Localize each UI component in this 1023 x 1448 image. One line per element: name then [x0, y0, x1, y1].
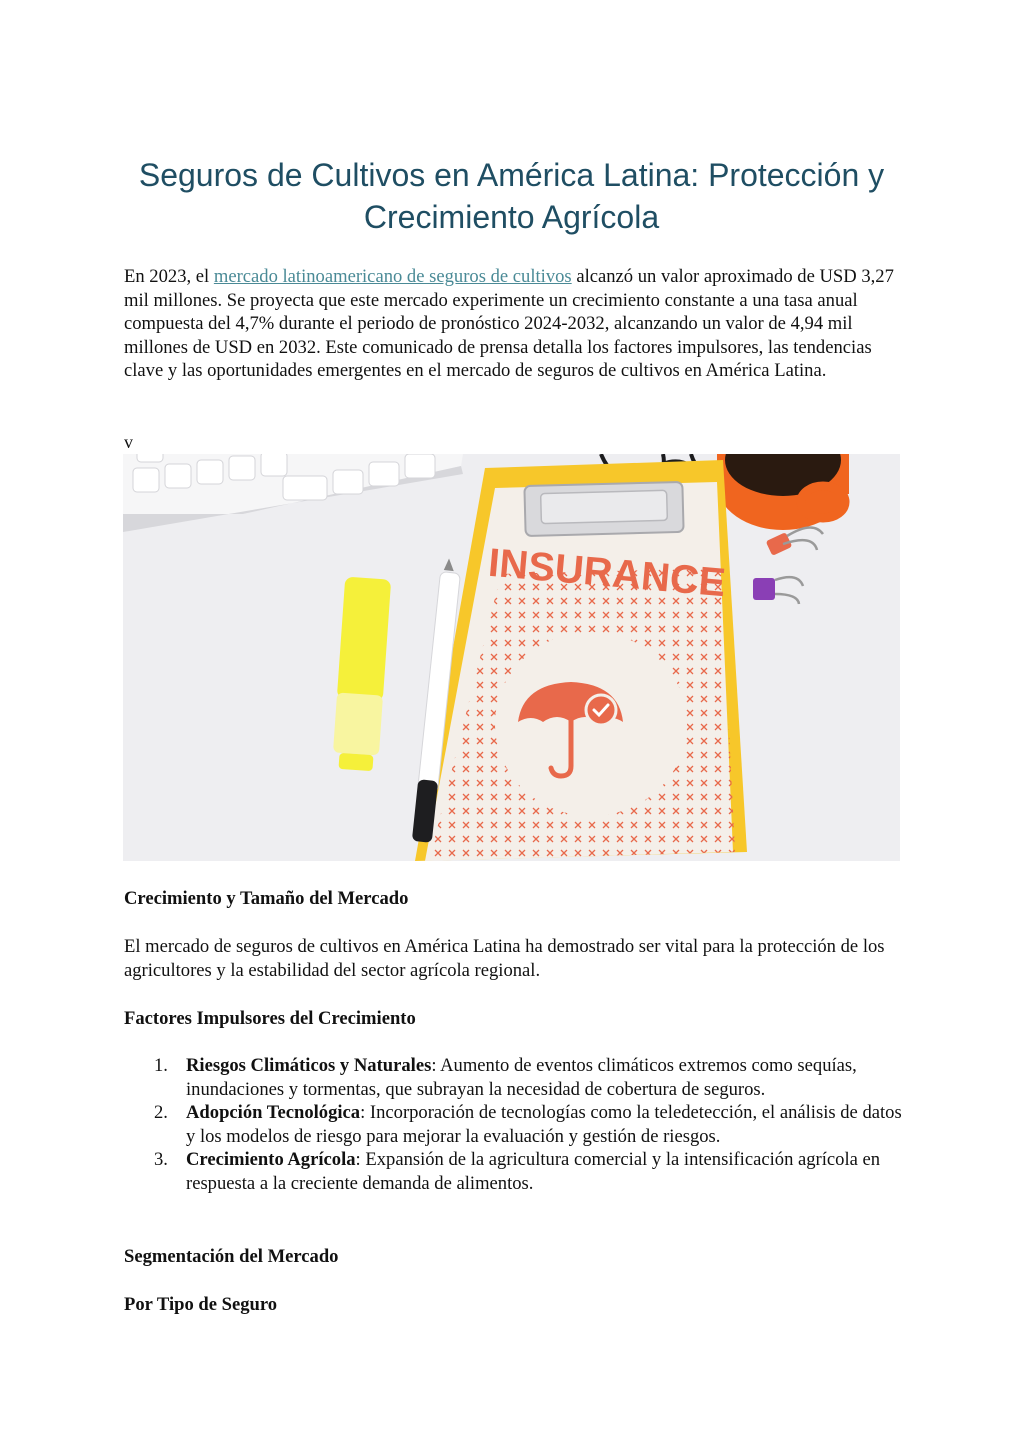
- list-term: Adopción Tecnológica: [186, 1102, 361, 1123]
- insurance-photo: [123, 454, 900, 861]
- drivers-list: [124, 1054, 914, 1195]
- list-item: [124, 1148, 914, 1195]
- list-term: Riesgos Climáticos y Naturales: [186, 1055, 432, 1076]
- drivers-heading: Factores Impulsores del Crecimiento: [124, 1008, 416, 1029]
- list-item: [124, 1101, 914, 1148]
- market-growth-heading: Crecimiento y Tamaño del Mercado: [124, 888, 409, 909]
- segmentation-heading: Segmentación del Mercado: [124, 1246, 339, 1267]
- clipboard-text: INSURANCE: [486, 540, 728, 606]
- intro-text-start: En 2023, el: [124, 266, 214, 287]
- page-title: Seguros de Cultivos en América Latina: Protección y Crecimiento Agrícola: [138, 157, 885, 235]
- list-number: 2.: [154, 1102, 168, 1123]
- by-type-heading: Por Tipo de Seguro: [124, 1294, 278, 1315]
- list-number: 3.: [154, 1149, 168, 1170]
- list-text: : Expansión de la agricultura comercial y la intensificación agrícola en respuesta a la creciente demanda de alimentos.: [186, 1149, 881, 1194]
- intro-text-end: alcanzó un valor aproximado de USD 3,27 mil millones. Se proyecta que este mercado experimente un crecimiento constante a una tasa anual compuesta del 4,7% durante el periodo de pronóstico 2024-2032, alcanzando un valor de 4,94 mil millones de USD en 2032. Este comunicado de prensa detalla los factores impulsores, las tendencias clave y las oportunidades emergentes en el mercado de seguros de cultivos en América Latina.: [124, 266, 894, 381]
- list-text: : Incorporación de tecnologías como la teledetección, el análisis de datos y los modelos de riesgo para mejorar la evaluación y gestión de riesgos.: [186, 1102, 902, 1147]
- market-link[interactable]: mercado latinoamericano de seguros de cultivos: [213, 266, 572, 287]
- list-text: : Aumento de eventos climáticos extremos como sequías, inundaciones y tormentas, que subrayan la necesidad de cobertura de seguros.: [186, 1055, 857, 1100]
- intro-paragraph: [124, 265, 904, 383]
- stray-character: v: [124, 432, 133, 452]
- list-term: Crecimiento Agrícola: [186, 1149, 356, 1170]
- market-growth-paragraph: El mercado de seguros de cultivos en América Latina ha demostrado ser vital para la protección de los agricultores y la estabilidad del sector agrícola regional.: [124, 936, 885, 981]
- list-number: 1.: [154, 1055, 168, 1076]
- list-item: [124, 1054, 914, 1101]
